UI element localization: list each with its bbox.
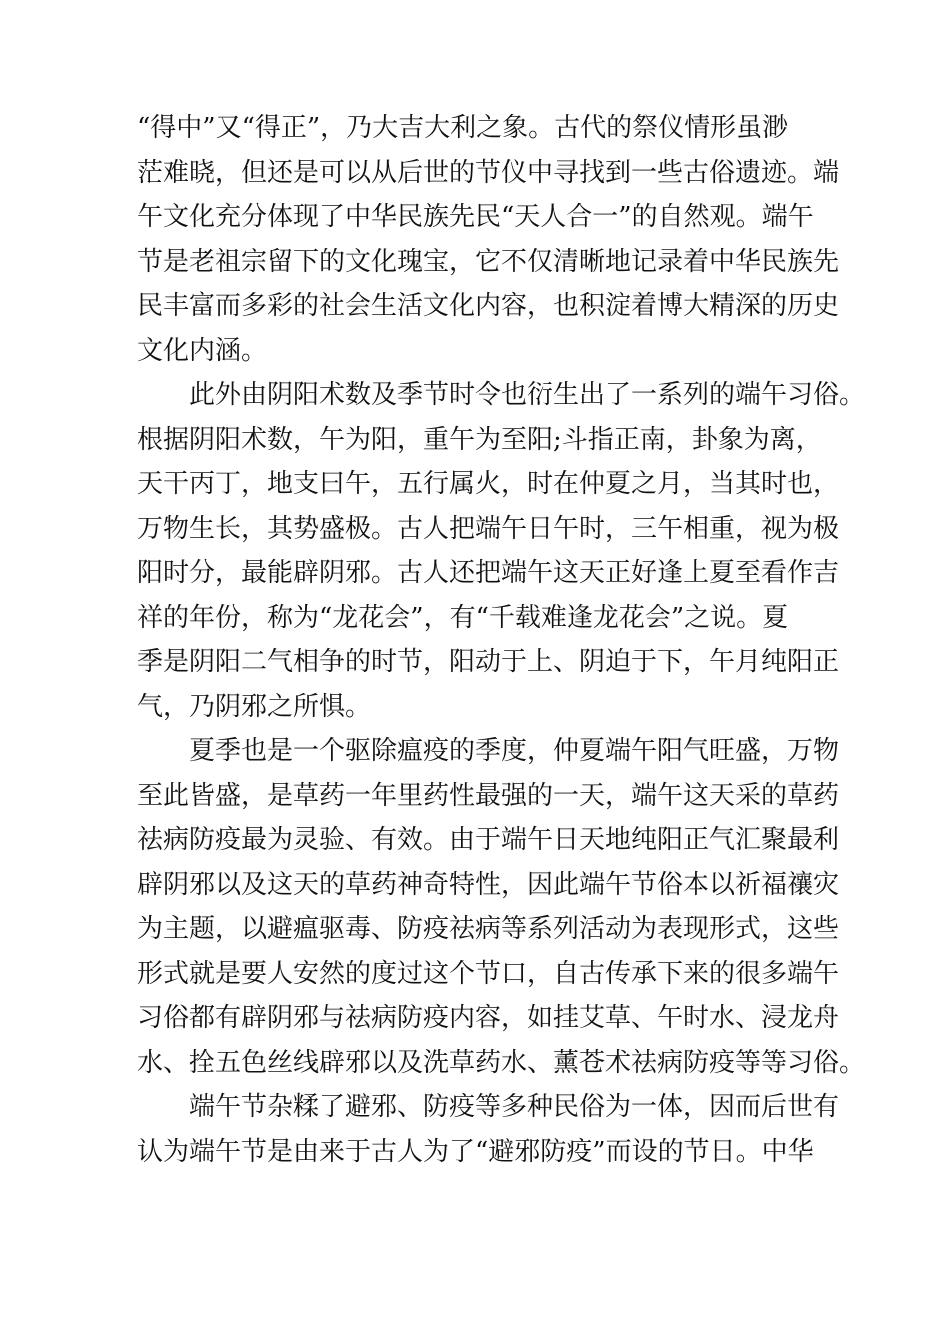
text-line: “得中”又“得正”，乃大吉大利之象。古代的祭仪情形虽渺 bbox=[137, 113, 789, 143]
paragraph-start-line: 夏季也是一个驱除瘟疫的季度，仲夏端午阳气旺盛，万物 bbox=[189, 736, 840, 766]
text-line: 水、拴五色丝线辟邪以及洗草药水、薰苍术祛病防疫等等习俗。 bbox=[137, 1047, 866, 1078]
text-line: 文化内涵。 bbox=[137, 335, 268, 366]
text-line: 为主题，以避瘟驱毒、防疫祛病等系列活动为表现形式，这些 bbox=[137, 914, 840, 944]
text-line: 认为端午节是由来于古人为了“避邪防疫”而设的节日。中华 bbox=[137, 1136, 814, 1167]
text-line: 民丰富而多彩的社会生活文化内容，也积淀着博大精深的历史 bbox=[137, 291, 840, 321]
text-line: 辟阴邪以及这天的草药神奇特性，因此端午节俗本以祈福禳灾 bbox=[137, 869, 840, 900]
text-line: 祛病防疫最为灵验、有效。由于端午日天地纯阳正气汇聚最利 bbox=[137, 825, 840, 855]
text-line: 茫难晓，但还是可以从后世的节仪中寻找到一些古俗遗迹。端 bbox=[137, 157, 840, 188]
text-line: 阳时分，最能辟阴邪。古人还把端午这天正好逢上夏至看作吉 bbox=[137, 558, 840, 588]
text-line: 形式就是要人安然的度过这个节口，自古传承下来的很多端午 bbox=[137, 958, 840, 989]
text-line: 天干丙丁，地支曰午，五行属火，时在仲夏之月，当其时也， bbox=[137, 469, 840, 499]
text-line: 节是老祖宗留下的文化瑰宝，它不仅清晰地记录着中华民族先 bbox=[137, 246, 840, 277]
text-line: 至此皆盛，是草药一年里药性最强的一天，端午这天采的草药 bbox=[137, 780, 840, 811]
text-line: 万物生长，其势盛极。古人把端午日午时，三午相重，视为极 bbox=[137, 513, 840, 544]
text-line: 根据阴阳术数，午为阳，重午为至阳;斗指正南，卦象为离， bbox=[137, 424, 822, 455]
body-text bbox=[137, 106, 866, 1174]
text-line: 祥的年份，称为“龙花会”，有“千载难逢龙花会”之说。夏 bbox=[137, 602, 789, 633]
text-line: 习俗都有辟阴邪与祛病防疫内容，如挂艾草、午时水、浸龙舟 bbox=[137, 1003, 840, 1033]
paragraph-start-line: 此外由阴阳术数及季节时令也衍生出了一系列的端午习俗。 bbox=[189, 380, 866, 410]
text-line: 季是阴阳二气相争的时节，阳动于上、阴迫于下，午月纯阳正 bbox=[137, 647, 840, 677]
text-line: 气，乃阴邪之所惧。 bbox=[137, 691, 372, 722]
paragraph-start-line: 端午节杂糅了避邪、防疫等多种民俗为一体，因而后世有 bbox=[189, 1092, 840, 1122]
text-line: 午文化充分体现了中华民族先民“天人合一”的自然观。端午 bbox=[137, 202, 814, 232]
